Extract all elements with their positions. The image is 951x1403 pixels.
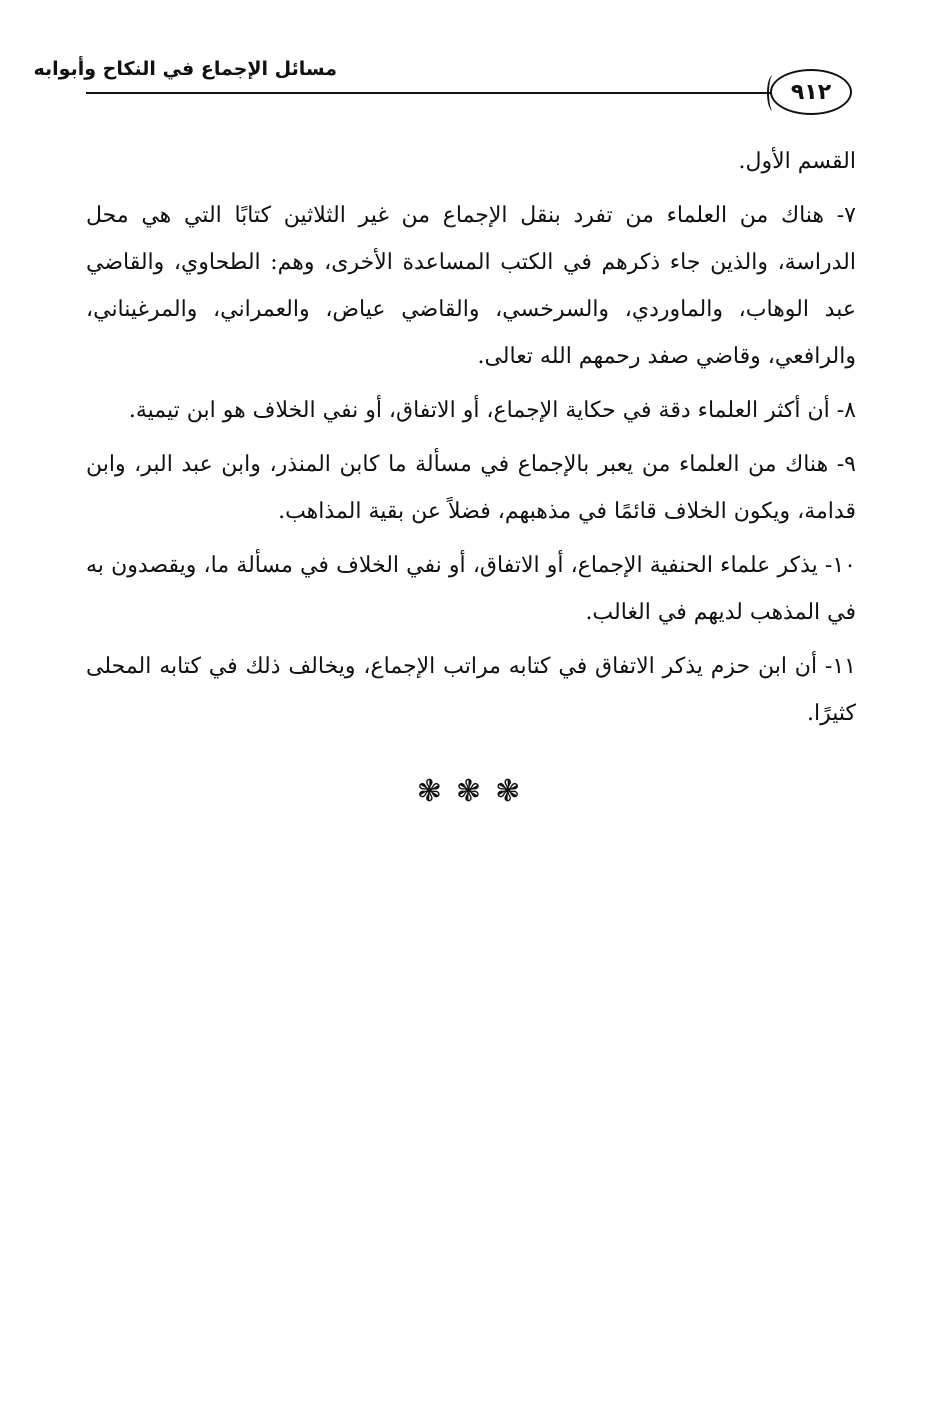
- body-text: [86, 138, 856, 744]
- paragraph-point-11: ١١- أن ابن حزم يذكر الاتفاق في كتابه مراتب الإجماع، ويخالف ذلك في كتابه المحلى كثيرًا.: [86, 654, 856, 726]
- header-divider: [86, 92, 776, 94]
- paragraph-intro-continuation: القسم الأول.: [738, 149, 856, 174]
- paragraph-point-7: ٧- هناك من العلماء من تفرد بنقل الإجماع من غير الثلاثين كتابًا التي هي محل الدراسة، والذين جاء ذكرهم في الكتب المساعدة الأخرى، وهم: الطحاوي، والقاضي عبد الوهاب، والماوردي، والسرخسي، والقاضي عياض، والعمراني، والمرغيناني، والرافعي، وقاضي صفد رحمهم الله تعالى.: [86, 203, 856, 369]
- paragraph-point-10: ١٠- يذكر علماء الحنفية الإجماع، أو الاتفاق، أو نفي الخلاف في مسألة ما، ويقصدون به في المذهب لديهم في الغالب.: [86, 553, 856, 625]
- paragraph-point-9: ٩- هناك من العلماء من يعبر بالإجماع في مسألة ما كابن المنذر، وابن عبد البر، وابن قدامة، ويكون الخلاف قائمًا في مذهبهم، فضلاً عن بقية المذاهب.: [86, 452, 856, 524]
- section-end-ornament: [0, 774, 951, 809]
- page-header: [0, 0, 951, 130]
- page-number: ٩١٢: [790, 79, 832, 105]
- flower-ornament-icon: ❃: [495, 774, 535, 809]
- paragraph-point-8: ٨- أن أكثر العلماء دقة في حكاية الإجماع، أو الاتفاق، أو نفي الخلاف هو ابن تيمية.: [128, 398, 856, 423]
- flower-ornament-icon: ❃: [416, 774, 456, 809]
- flower-ornament-icon: ❃: [455, 774, 496, 809]
- running-title: مسائل الإجماع في النكاح وأبوابه: [33, 58, 337, 80]
- page-number-badge: [770, 69, 852, 115]
